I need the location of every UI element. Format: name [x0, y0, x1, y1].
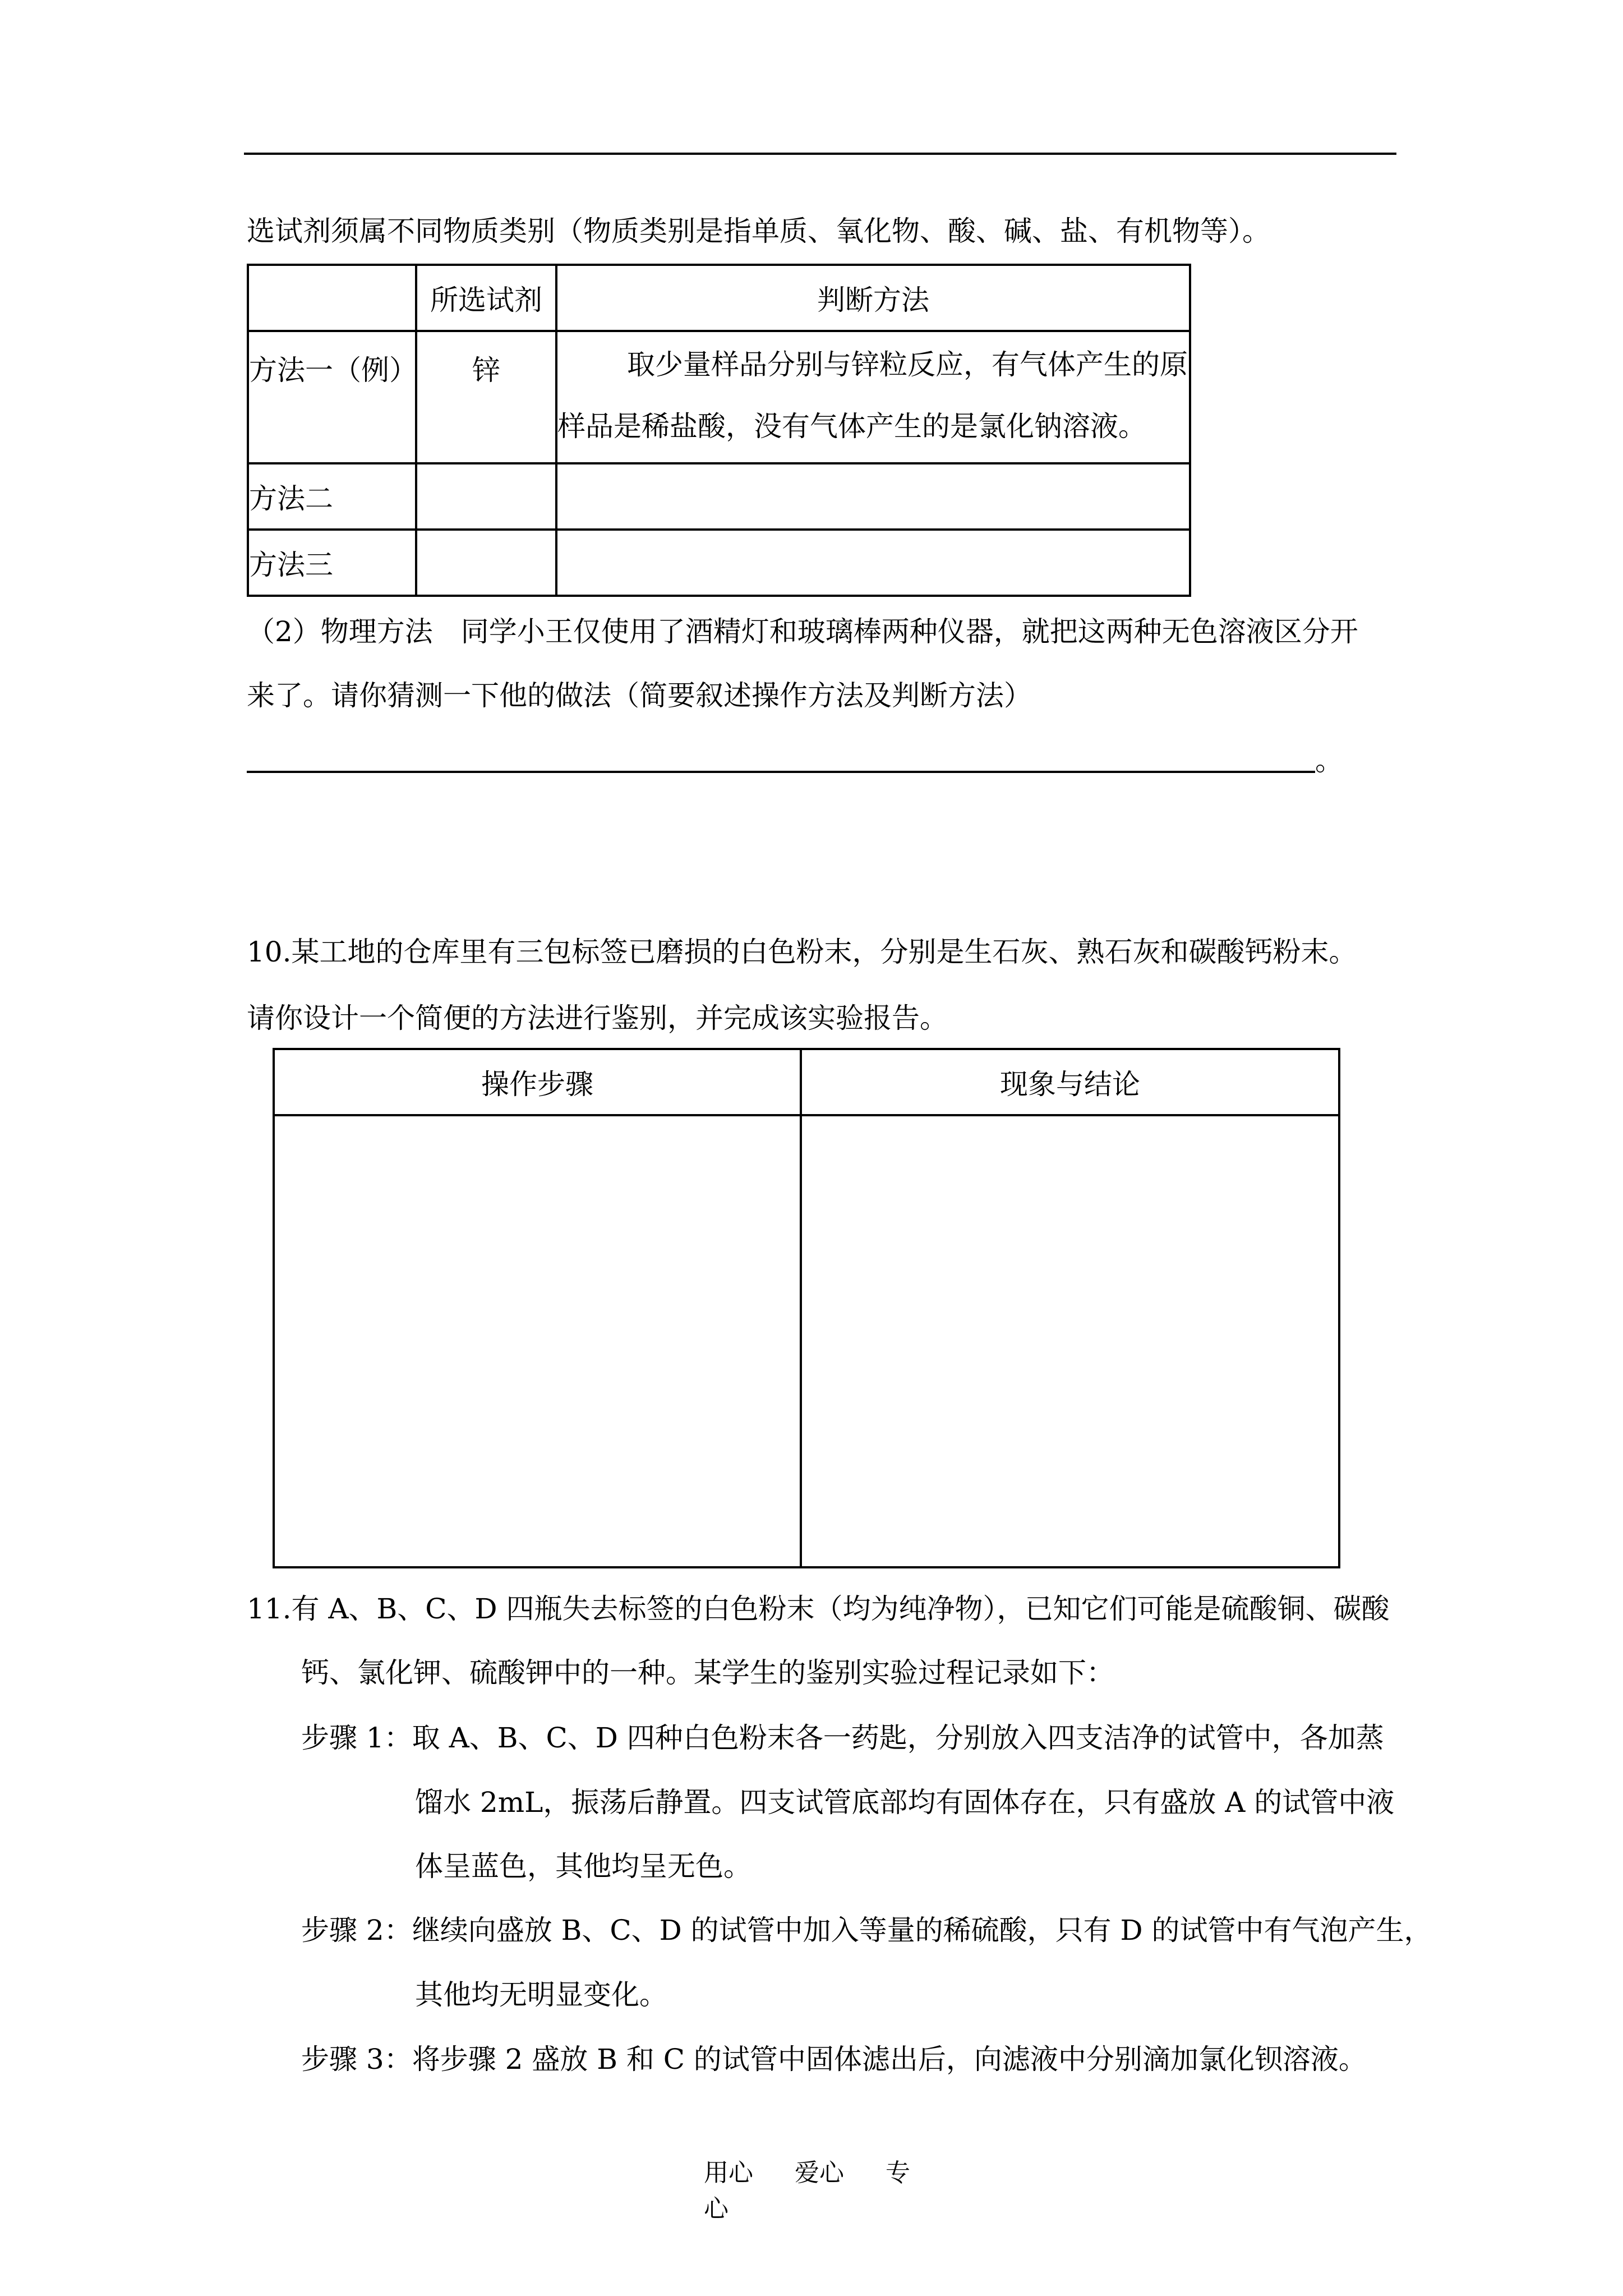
row-method: [556, 331, 1190, 463]
report-header-result: 现象与结论: [801, 1049, 1339, 1115]
intro-line: 选试剂须属不同物质类别（物质类别是指单质、氧化物、酸、碱、盐、有机物等）。: [247, 215, 1270, 247]
report-steps-blank[interactable]: [274, 1115, 801, 1567]
method-line-2: 样品是稀盐酸，没有气体产生的是氯化钠溶液。: [557, 410, 1146, 443]
table-row: [248, 331, 1190, 463]
method-line-1: 取少量样品分别与锌粒反应，有气体产生的原: [627, 348, 1188, 381]
row-method-blank[interactable]: [556, 463, 1190, 530]
physical-line-1: （2）物理方法 同学小王仅使用了酒精灯和玻璃棒两种仪器，就把这两种无色溶液区分开: [247, 615, 1358, 648]
row-reagent: 锌: [416, 331, 556, 463]
row-label: 方法二: [248, 463, 416, 530]
q11-step1-line-1: 步骤 1：取 A、B、C、D 四种白色粉末各一药匙，分别放入四支洁净的试管中，各加蒸: [301, 1722, 1384, 1754]
footer: [704, 2152, 928, 2224]
table1-header-blank: [248, 265, 416, 331]
footer-item: 爱心: [795, 2159, 844, 2187]
q11-step2-line-1: 步骤 2：继续向盛放 B、C、D 的试管中加入等量的稀硫酸，只有 D 的试管中有气泡产生，: [301, 1914, 1432, 1947]
table1-header-method: 判断方法: [556, 265, 1190, 331]
row-label: 方法一（例）: [248, 331, 416, 463]
q11-step1-line-3: 体呈蓝色，其他均呈无色。: [415, 1850, 751, 1883]
table-row: [248, 530, 1190, 596]
q10-line-1: 10.某工地的仓库里有三包标签已磨损的白色粉末，分别是生石灰、熟石灰和碳酸钙粉末。: [247, 936, 1357, 968]
row-reagent-blank[interactable]: [416, 463, 556, 530]
table-row: [248, 463, 1190, 530]
report-header-steps: 操作步骤: [274, 1049, 801, 1115]
row-method-blank[interactable]: [556, 530, 1190, 596]
q11-step1-line-2: 馏水 2mL，振荡后静置。四支试管底部均有固体存在，只有盛放 A 的试管中液: [415, 1786, 1395, 1819]
footer-item: 专心: [704, 2159, 910, 2223]
header-rule: [244, 153, 1396, 155]
footer-item: 用心: [704, 2159, 753, 2187]
row-label: 方法三: [248, 530, 416, 596]
answer-blank-line[interactable]: [247, 771, 1315, 773]
answer-end-mark: 。: [1315, 744, 1343, 777]
table1-header-reagent: 所选试剂: [416, 265, 556, 331]
q11-step3-line-1: 步骤 3：将步骤 2 盛放 B 和 C 的试管中固体滤出后，向滤液中分别滴加氯化钡溶液。: [301, 2043, 1367, 2076]
report-table: [273, 1048, 1340, 1568]
row-reagent-blank[interactable]: [416, 530, 556, 596]
method-table: [247, 264, 1191, 597]
report-result-blank[interactable]: [801, 1115, 1339, 1567]
q11-line-2: 钙、氯化钾、硫酸钾中的一种。某学生的鉴别实验过程记录如下：: [301, 1657, 1114, 1689]
physical-line-2: 来了。请你猜测一下他的做法（简要叙述操作方法及判断方法）: [247, 679, 1032, 712]
q10-line-2: 请你设计一个简便的方法进行鉴别，并完成该实验报告。: [247, 1002, 948, 1034]
q11-line-1: 11.有 A、B、C、D 四瓶失去标签的白色粉末（均为纯净物），已知它们可能是硫酸铜、碳酸: [247, 1593, 1390, 1625]
q11-step2-line-2: 其他均无明显变化。: [415, 1978, 667, 2011]
